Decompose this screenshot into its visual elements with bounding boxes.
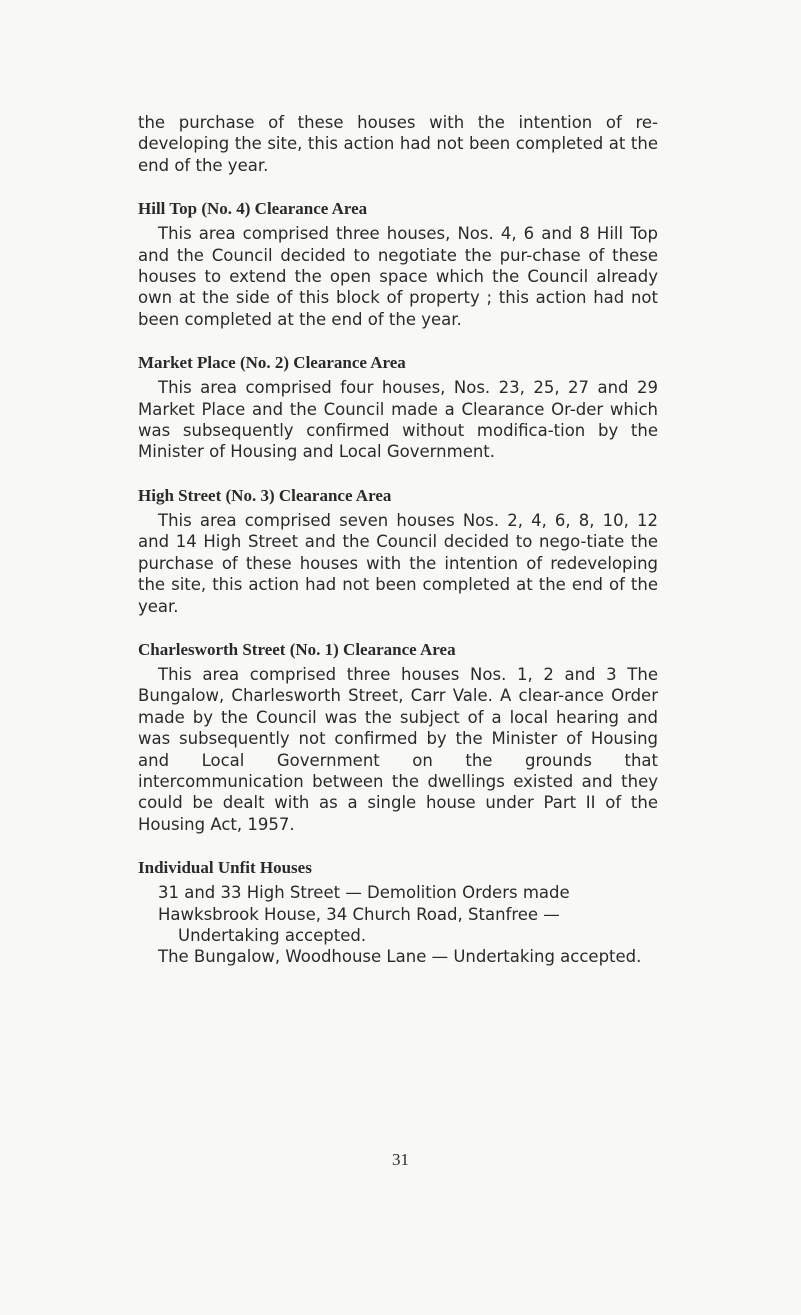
section-heading-charlesworth-street: Charlesworth Street (No. 1) Clearance Area <box>138 639 456 659</box>
section-body-charlesworth-street: This area comprised three houses Nos. 1, 2 and 3 The Bungalow, Charlesworth Street, Carr Vale. A clear-ance Order made by the Council was the subject of a local hearing and was subsequently not confirmed by the Minister of Housing and Local Government on the grounds that intercommunication between the dwellings existed and they could be dealt with as a single house under Part II of the Housing Act, 1957. <box>138 664 658 834</box>
section-heading-market-place: Market Place (No. 2) Clearance Area <box>138 353 406 373</box>
intro-paragraph: the purchase of these houses with the intention of re-developing the site, this action had not been completed at the end of the year. <box>138 113 658 175</box>
unfit-house-item: The Bungalow, Woodhouse Lane — Undertaking accepted. <box>158 947 642 967</box>
unfit-house-item: 31 and 33 High Street — Demolition Orders made <box>158 883 570 903</box>
section-heading-high-street: High Street (No. 3) Clearance Area <box>138 485 392 505</box>
page-number: 31 <box>392 1150 409 1169</box>
section-heading-unfit-houses: Individual Unfit Houses <box>138 858 312 878</box>
text-column <box>138 112 658 968</box>
unfit-house-item: Hawksbrook House, 34 Church Road, Stanfree — Undertaking accepted. <box>158 904 560 945</box>
section-body-market-place: This area comprised four houses, Nos. 23, 25, 27 and 29 Market Place and the Council made a Clearance Or-der which was subsequently confirmed without modifica-tion by the Minister of Housing and Local Government. <box>138 378 658 462</box>
section-body-hill-top: This area comprised three houses, Nos. 4, 6 and 8 Hill Top and the Council decided to negotiate the pur-chase of these houses to extend the open space which the Council already own at the side of this block of property ; this action had not been completed at the end of the year. <box>138 224 658 329</box>
section-heading-hill-top: Hill Top (No. 4) Clearance Area <box>138 199 368 219</box>
section-body-high-street: This area comprised seven houses Nos. 2, 4, 6, 8, 10, 12 and 14 High Street and the Council decided to nego-tiate the purchase of these houses with the intention of redeveloping the site, this action had not been completed at the end of the year. <box>138 510 658 616</box>
